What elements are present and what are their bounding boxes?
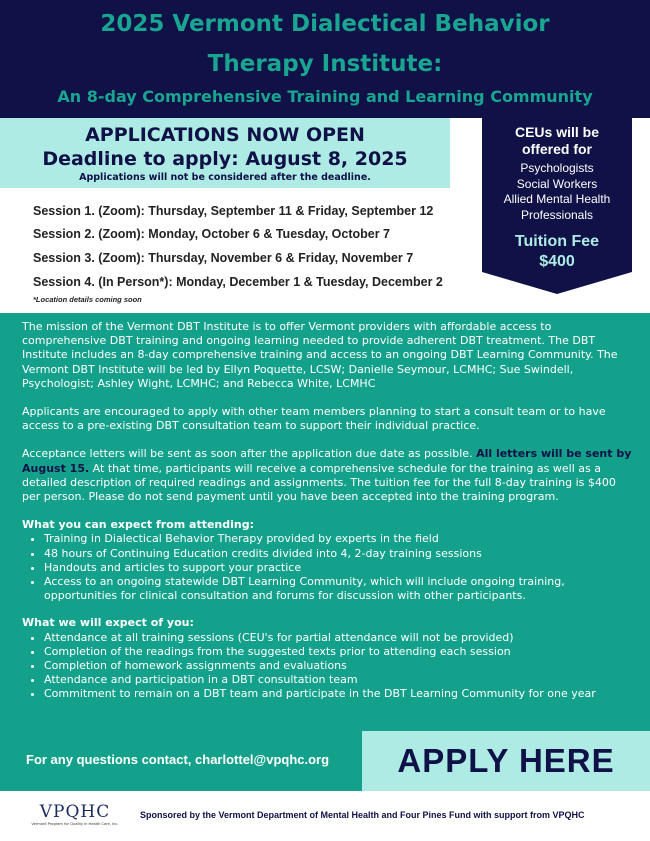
acceptance-text: Acceptance letters will be sent as soon after the application due date as possible.: [22, 447, 473, 461]
page-title-line1: 2025 Vermont Dialectical Behavior: [100, 11, 550, 37]
session-item: Session 3. (Zoom): Thursday, November 6 & Friday, November 7: [33, 251, 414, 265]
acceptance-highlight: All letters will be sent by August 15.: [22, 447, 632, 475]
ceu-profession: Professionals: [520, 207, 594, 222]
logo-subtext: Vermont Program for Quality in Health Care, Inc.: [31, 822, 119, 826]
expect-list: [22, 532, 632, 603]
sponsor-text: Sponsored by the Vermont Department of Mental Health and Four Pines Fund with support from VPQHC: [140, 810, 585, 820]
applications-open-heading: APPLICATIONS NOW OPEN: [85, 124, 365, 146]
list-item: • Handouts and articles to support your practice: [44, 561, 632, 575]
list-item: • Completion of the readings from the suggested texts prior to attending each session: [44, 645, 632, 659]
session-item: Session 1. (Zoom): Thursday, September 11 & Friday, September 12: [33, 204, 434, 218]
tuition-label: Tuition Fee: [514, 233, 600, 250]
header-banner: [0, 0, 650, 118]
list-item: • Training in Dialectical Behavior Therapy provided by experts in the field: [44, 532, 632, 546]
apply-here-button[interactable]: APPLY HERE: [362, 731, 650, 791]
ceu-ribbon: [482, 110, 632, 294]
tuition-value: $400: [539, 253, 575, 270]
list-item: • Attendance and participation in a DBT consultation team: [44, 673, 632, 687]
deadline-heading: Deadline to apply: August 8, 2025: [42, 148, 408, 170]
list-item: • Attendance at all training sessions (CEU's for partial attendance will not be provided): [44, 631, 632, 645]
expect-heading: What you can expect from attending:: [22, 518, 255, 532]
list-item: • Completion of homework assignments and evaluations: [44, 659, 632, 673]
main-content: [0, 313, 650, 731]
vpqhc-logo: [30, 802, 120, 826]
ceu-profession: Social Workers: [516, 176, 598, 191]
list-item: • Commitment to remain on a DBT team and participate in the DBT Learning Community for one year: [44, 687, 632, 701]
ceu-heading-line2: offered for: [522, 141, 592, 157]
ceu-professions: [482, 161, 632, 223]
we-expect-heading: What we will expect of you:: [22, 616, 194, 630]
we-expect-list: [22, 631, 632, 702]
ceu-profession: Allied Mental Health: [503, 192, 611, 206]
page-title-line2: Therapy Institute:: [207, 51, 443, 77]
page-subtitle: An 8-day Comprehensive Training and Learning Community: [57, 87, 593, 106]
list-item: • Access to an ongoing statewide DBT Learning Community, which will include ongoing training, opportunities for clinical consultation and forums for discussion with other participants.: [44, 575, 632, 603]
deadline-note: Applications will not be considered after the deadline.: [79, 172, 371, 183]
location-note: *Location details coming soon: [33, 295, 142, 304]
session-item: Session 2. (Zoom): Monday, October 6 & Tuesday, October 7: [33, 227, 391, 241]
contact-email[interactable]: For any questions contact, charlottel@vpqhc.org: [26, 752, 330, 767]
applicants-paragraph: Applicants are encouraged to apply with other team members planning to start a consult team or to have access to a pre-existing DBT consultation team to support their individual practice.: [22, 405, 606, 433]
mission-paragraph: The mission of the Vermont DBT Institute is to offer Vermont providers with affordable access to comprehensive DBT training and ongoing learning needed to provide adherent DBT treatment. The DBT Institute includes an 8-day comprehensive training and access to an ongoing DBT Learning Community. The Vermont DBT Institute will be led by Ellyn Poquette, LCSW; Danielle Seymour, LCMHC; Sue Swindell, Psychologist; Ashley Wight, LCMHC; and Rebecca White, LCMHC: [22, 320, 618, 390]
ceu-heading-line1: CEUs will be: [514, 124, 600, 140]
tuition-fee: [482, 232, 632, 272]
ceu-profession: Psychologists: [520, 161, 594, 175]
list-item: • 48 hours of Continuing Education credits divided into 4, 2-day training sessions: [44, 547, 632, 561]
logo-text: VPQHC: [39, 802, 111, 822]
applications-banner: [0, 118, 450, 188]
ceu-heading: [482, 124, 632, 158]
acceptance-paragraph: [22, 447, 632, 504]
session-item: Session 4. (In Person*): Monday, December 1 & Tuesday, December 2: [33, 275, 443, 289]
acceptance-text-cont: At that time, participants will receive a comprehensive schedule for the training as well as a detailed description of required readings and assignments. The tuition fee for the full 8-day training is $400 per person. Please do not send payment until you have been accepted into the training program.: [22, 461, 616, 504]
